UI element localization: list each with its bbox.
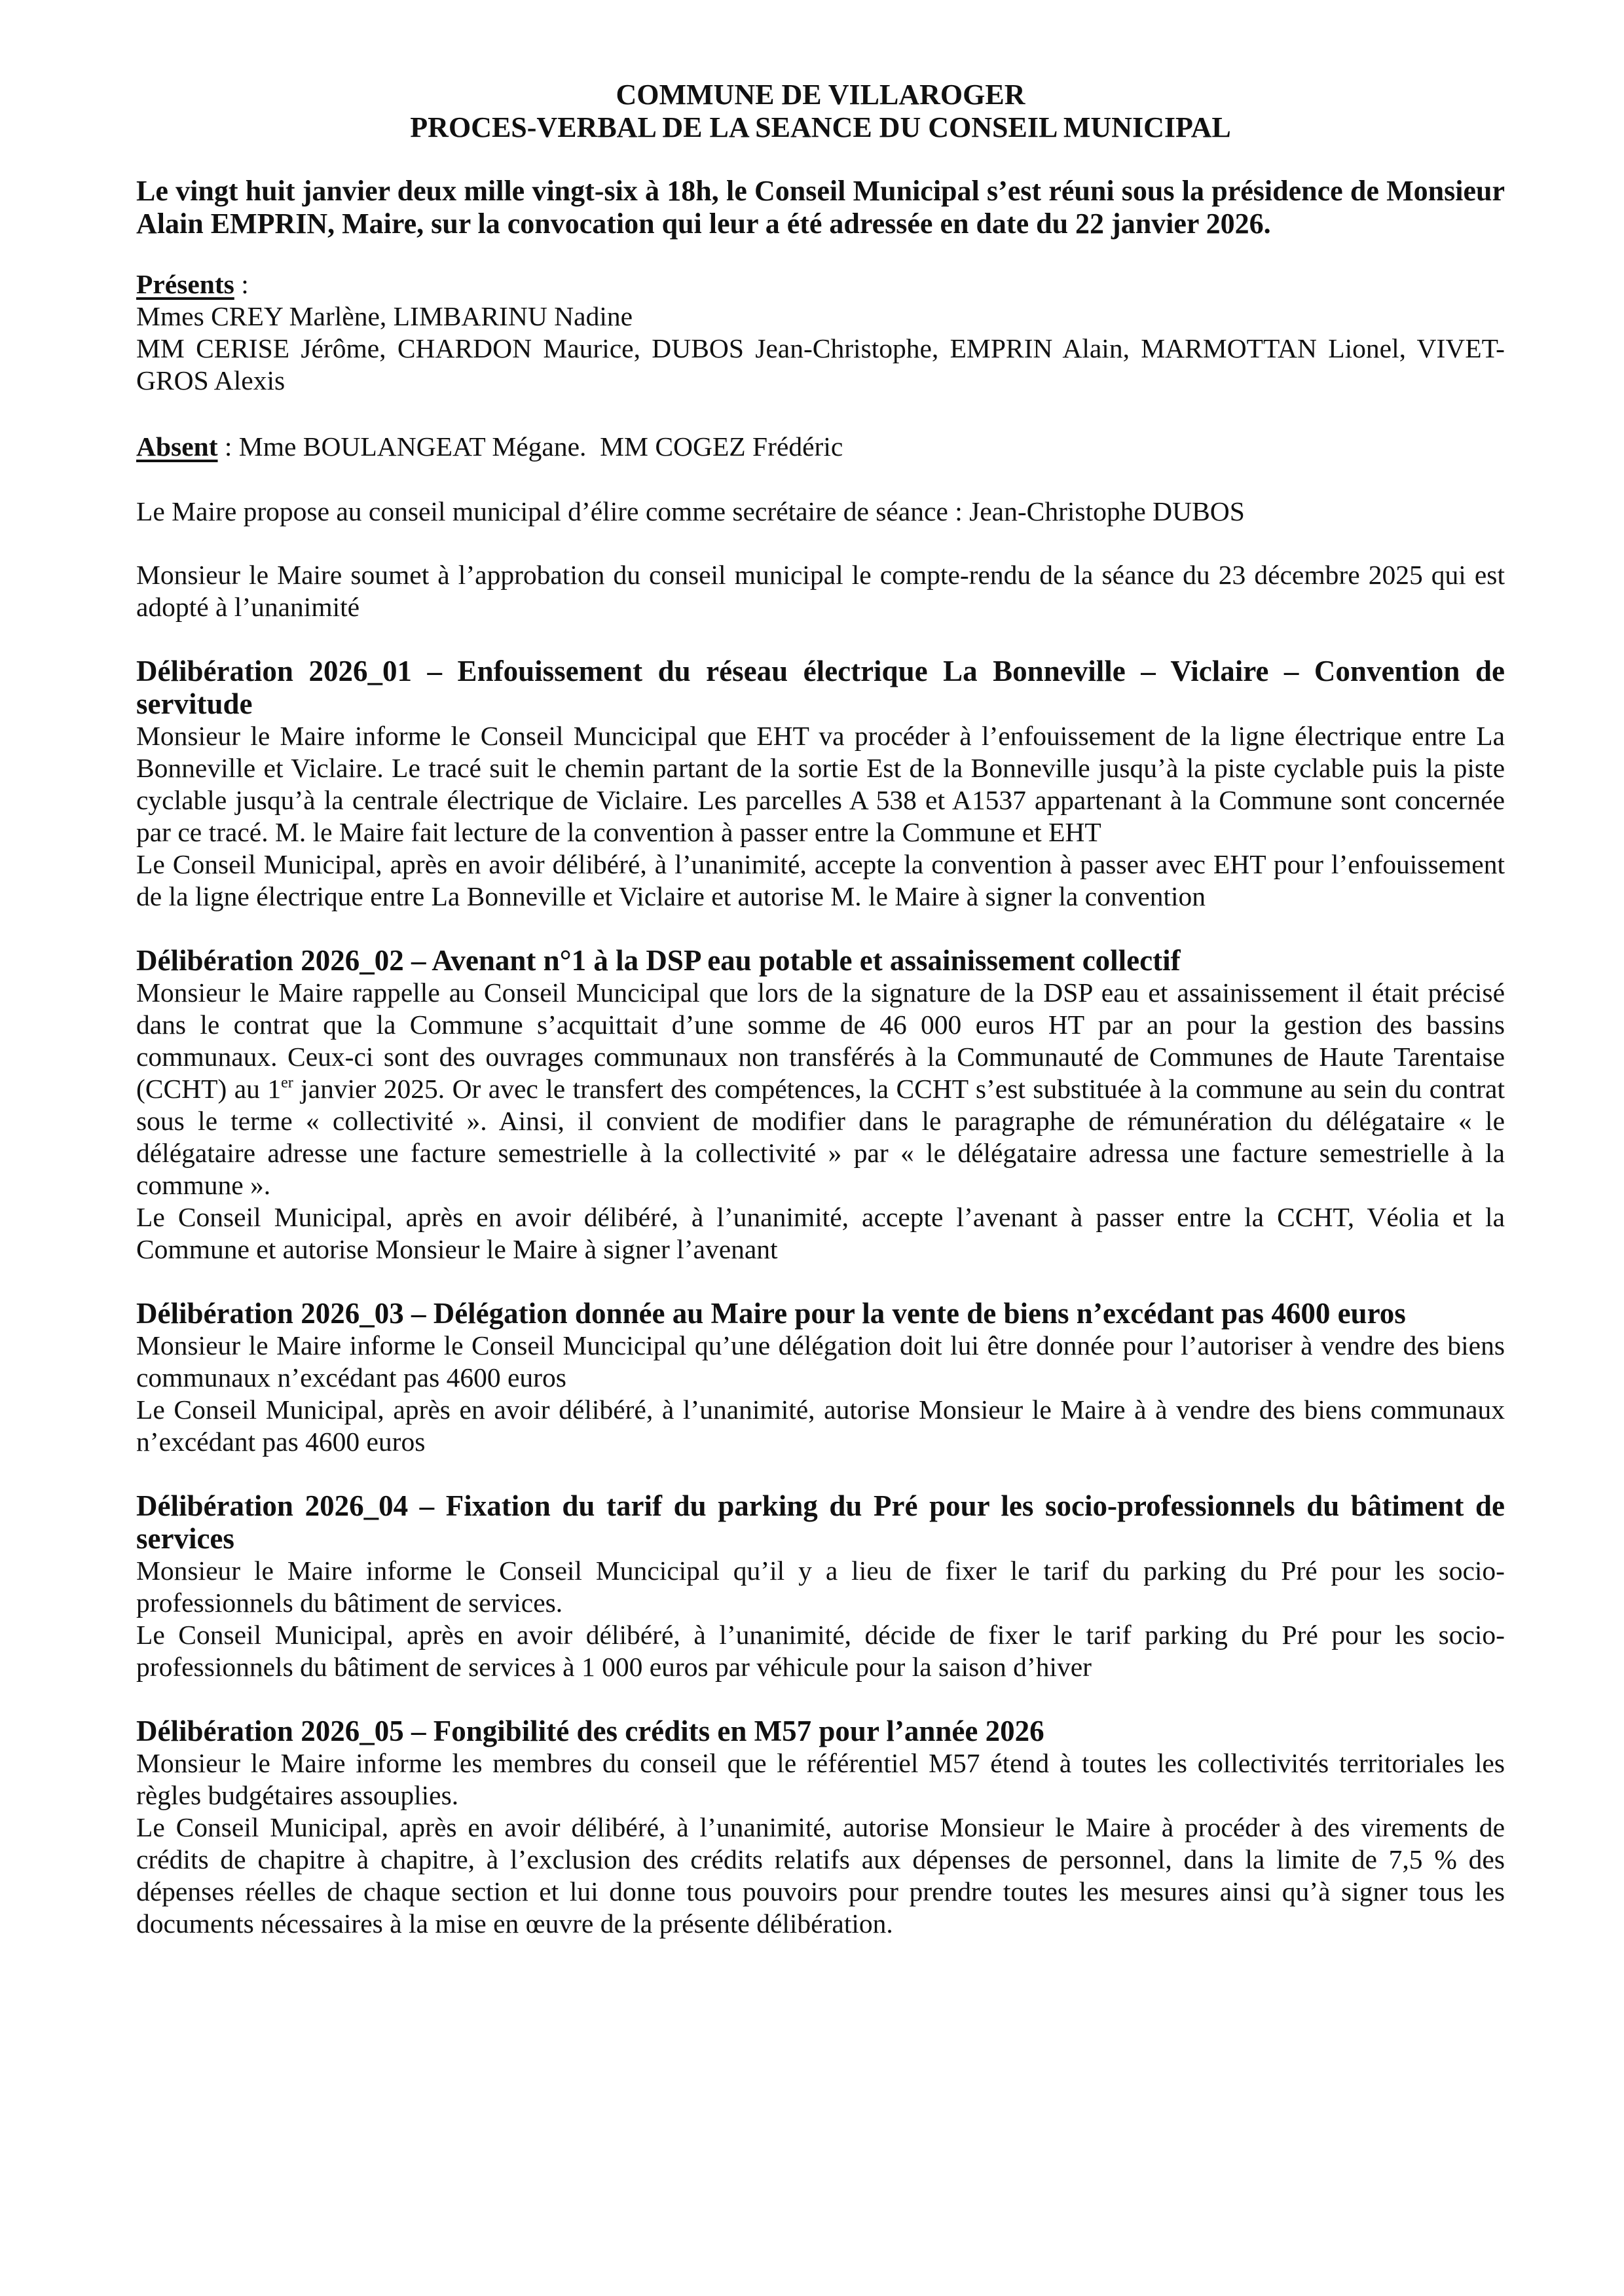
deliberation-2026-03 — [136, 1297, 1505, 1458]
paragraph-text: Monsieur le Maire rappelle au Conseil Muncicipal que lors de la signature de la DSP eau et assainissement il était précisé dans le contrat que la Commune s’acquittait d’une somme de 46 000 euros HT par an pour la gestion des bassins communaux. Ceux-ci sont des ouvrages communaux non transférés à la Communauté de Communes de Haute Tarentaise (CCHT) au 1 — [136, 977, 1505, 1104]
absent-label: Absent — [136, 431, 218, 462]
deliberation-decision: Le Conseil Municipal, après en avoir délibéré, à l’unanimité, accepte la convention à passer avec EHT pour l’enfouissement de la ligne électrique entre La Bonneville et Viclaire et autorise M. le Maire à signer la convention — [136, 849, 1505, 911]
secretary-election: Le Maire propose au conseil municipal d’élire comme secrétaire de séance : Jean-Christophe DUBOS — [136, 496, 1245, 526]
attendance-present — [136, 268, 1505, 397]
deliberation-decision: Le Conseil Municipal, après en avoir délibéré, à l’unanimité, accepte l’avenant à passer entre la CCHT, Véolia et la Commune et autorise Monsieur le Maire à signer l’avenant — [136, 1202, 1505, 1264]
paragraph-text: janvier 2025. Or avec le transfert des compétences, la CCHT s’est substituée à la commune au sein du contrat sous le terme « collectivité ». Ainsi, il convient de modifier dans le paragraphe de rémunération du délégataire « le délégataire adresse une facture semestrielle à la collectivité » par « le délégataire adressa une facture semestrielle à la commune ». — [136, 1074, 1505, 1200]
deliberation-2026-02 — [136, 944, 1505, 1266]
deliberation-paragraph: Monsieur le Maire informe les membres du conseil que le référentiel M57 étend à toutes les collectivités territoriales les règles budgétaires assouplies. — [136, 1748, 1505, 1810]
minutes-approval: Monsieur le Maire soumet à l’approbation du conseil municipal le compte-rendu de la séance du 23 décembre 2025 qui est adopté à l’unanimité — [136, 560, 1505, 622]
presents-separator: : — [234, 269, 249, 299]
meeting-intro: Le vingt huit janvier deux mille vingt-six à 18h, le Conseil Municipal s’est réuni sous la présidence de Monsieur Alain EMPRIN, Maire, sur la convocation qui leur a été adressée en date du 22 janvier 2026. — [136, 175, 1505, 240]
deliberation-2026-05 — [136, 1715, 1505, 1940]
presents-heading — [136, 268, 1505, 301]
deliberation-decision: Le Conseil Municipal, après en avoir délibéré, à l’unanimité, autorise Monsieur le Maire à procéder à des virements de crédits de chapitre à chapitre, à l’exclusion des crédits relatifs aux dépenses de personnel, dans la limite de 7,5 % des dépenses réelles de chaque section et lui donne tous pouvoirs pour prendre toutes les mesures ainsi qu’à signer tous les documents nécessaires à la mise en œuvre de la présente délibération. — [136, 1812, 1505, 1939]
document-title: PROCES-VERBAL DE LA SEANCE DU CONSEIL MUNICIPAL — [410, 111, 1231, 143]
deliberation-title: Délibération 2026_02 – Avenant n°1 à la DSP eau potable et assainissement collectif — [136, 944, 1181, 977]
commune-title: COMMUNE DE VILLAROGER — [616, 79, 1025, 111]
attendance-absent — [136, 431, 1505, 463]
deliberation-title: Délibération 2026_01 – Enfouissement du réseau électrique La Bonneville – Viclaire – Convention de servitude — [136, 655, 1505, 720]
ordinal-superscript: er — [281, 1074, 293, 1091]
deliberation-paragraph: Monsieur le Maire informe le Conseil Muncicipal qu’une délégation doit lui être donnée pour l’autoriser à vendre des biens communaux n’excédant pas 4600 euros — [136, 1330, 1505, 1393]
deliberation-title: Délibération 2026_05 – Fongibilité des crédits en M57 pour l’année 2026 — [136, 1715, 1044, 1747]
document-page — [136, 79, 1505, 1940]
deliberation-paragraph — [136, 977, 1505, 1201]
deliberation-title: Délibération 2026_04 – Fixation du tarif du parking du Pré pour les socio-professionnels du bâtiment de services — [136, 1489, 1505, 1555]
deliberation-2026-04 — [136, 1489, 1505, 1683]
presents-women: Mmes CREY Marlène, LIMBARINU Nadine — [136, 301, 633, 331]
absent-text: : Mme BOULANGEAT Mégane. MM COGEZ Frédéric — [217, 431, 843, 462]
deliberation-paragraph: Monsieur le Maire informe le Conseil Muncicipal qu’il y a lieu de fixer le tarif du parking du Pré pour les socio-professionnels du bâtiment de services. — [136, 1556, 1505, 1618]
presents-men: MM CERISE Jérôme, CHARDON Maurice, DUBOS Jean-Christophe, EMPRIN Alain, MARMOTTAN Lionel, VIVET-GROS Alexis — [136, 333, 1505, 395]
document-header — [136, 79, 1505, 144]
deliberation-decision: Le Conseil Municipal, après en avoir délibéré, à l’unanimité, décide de fixer le tarif parking du Pré pour les socio-professionnels du bâtiment de services à 1 000 euros par véhicule pour la saison d’hiver — [136, 1620, 1505, 1682]
deliberation-decision: Le Conseil Municipal, après en avoir délibéré, à l’unanimité, autorise Monsieur le Maire à à vendre des biens communaux n’excédant pas 4600 euros — [136, 1394, 1505, 1457]
deliberation-title: Délibération 2026_03 – Délégation donnée au Maire pour la vente de biens n’excédant pas 4600 euros — [136, 1297, 1406, 1330]
deliberation-2026-01 — [136, 655, 1505, 913]
deliberation-paragraph: Monsieur le Maire informe le Conseil Muncicipal que EHT va procéder à l’enfouissement de la ligne électrique entre La Bonneville et Viclaire. Le tracé suit le chemin partant de la sortie Est de la Bonneville jusqu’à la piste cyclable puis la piste cyclable jusqu’à la centrale électrique de Viclaire. Les parcelles A 538 et A1537 appartenant à la Commune sont concernée par ce tracé. M. le Maire fait lecture de la convention à passer entre la Commune et EHT — [136, 721, 1505, 847]
presents-label: Présents — [136, 269, 234, 299]
